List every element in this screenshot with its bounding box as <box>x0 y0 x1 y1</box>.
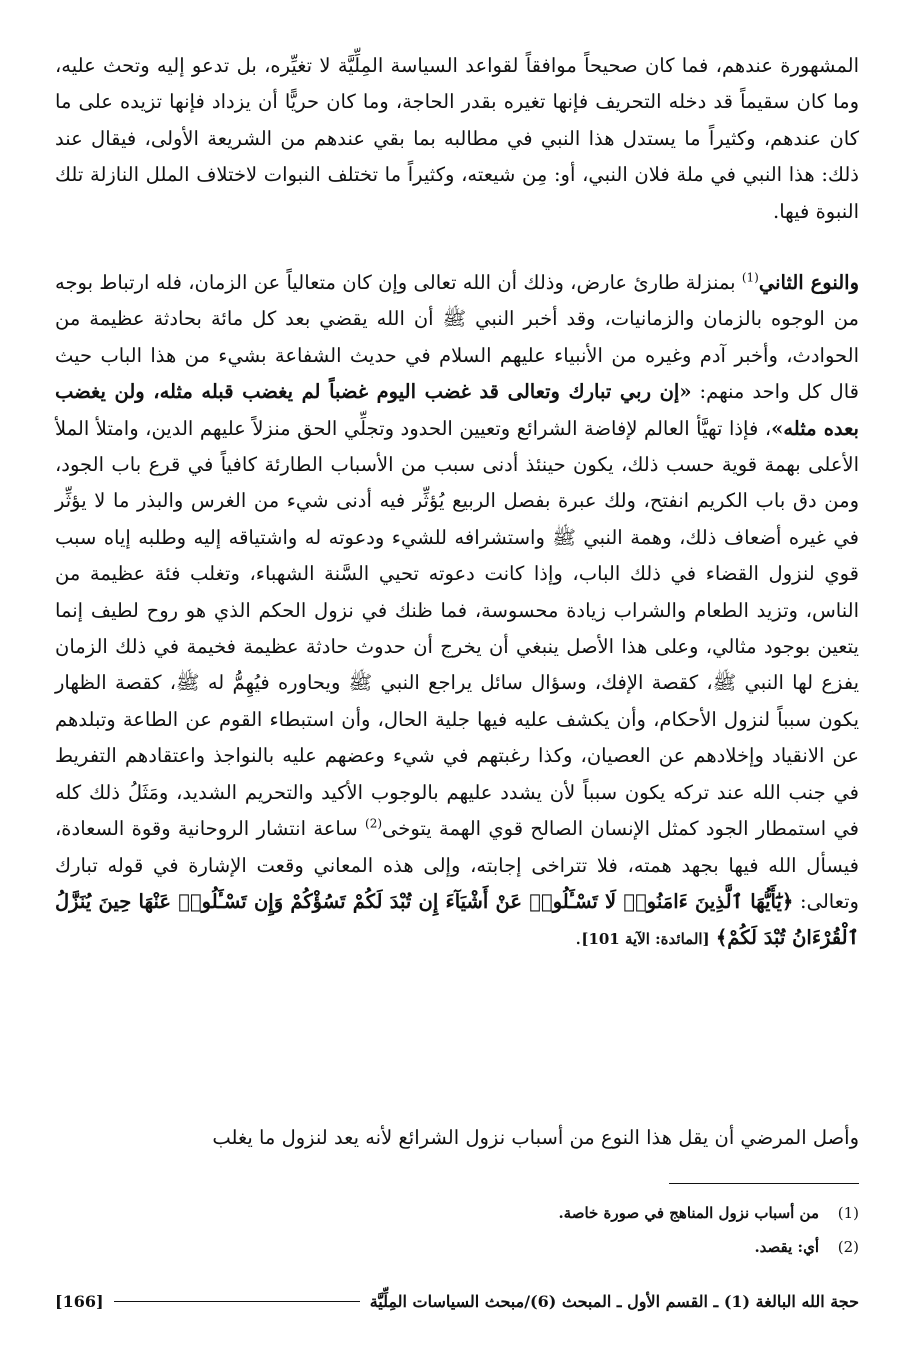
footnote-separator <box>669 1183 859 1184</box>
footnote-ref-2[interactable]: (2) <box>365 816 383 831</box>
paragraph-2-end: . <box>575 926 582 950</box>
paragraph-1: المشهورة عندهم، فما كان صحيحاً موافقاً لقواعد السياسة المِلِّيَّة لا تغيِّره، بل تدعو إليه وتحث عليه، وما كان سقيماً قد دخله التحريف فإنها تغيره بقدر الحاجة، وما كان حريًّا أن يزداد فإنها تزيده على ما كان عندهم، وكثيراً ما يستدل هذا النبي في مطالبه بما بقي عندهم من الشريعة الأولى، فيقال عند ذلك: هذا النبي في ملة فلان النبي، أو: مِن شيعته، وكثيراً ما تختلف النبوات لاختلاف الملل النازلة تلك النبوة فيها. <box>55 54 859 223</box>
running-footer <box>55 1292 859 1311</box>
paragraph-2-text-b: ، فإذا تهيَّأ العالم لإفاضة الشرائع وتعيين الحدود وتجلِّي الحق منزلاً عليهم الدين، وامتلأ الملأ الأعلى بهمة قوية حسب ذلك، يكون حينئذ أدنى سبب من الأسباب الطارئة كافياً في قرع باب الجود، ومن دق باب الكريم انفتح، ولك عبرة بفصل الربيع يُؤثِّر فيه أدنى شيء من الغرس والبذر ما لا يؤثِّر في غيره أضعاف ذلك، وهمة النبي ﷺ واستشرافه للشيء ودعوته له واشتياقه إليه وطلبه إياه سبب قوي لنزول القضاء في ذلك الباب، وإذا كانت دعوته تحيي السَّنة الشهباء، وتغلب فئة عظيمة من الناس، وتزيد الطعام والشراب زيادة محسوسة، فما ظنك في نزول الحكم الذي هو روح لطيف إنما يتعين بوجود مثالي، وعلى هذا الأصل ينبغي أن يخرج أن حدوث حادثة عظيمة فخيمة في ذلك الزمان يفزع لها النبي ﷺ، كقصة الإفك، وسؤال سائل يراجع النبي ﷺ ويحاوره فيُهِمُّ له ﷺ، كقصة الظهار يكون سبباً لنزول الأحكام، وأن يكشف عليه فيها جلية الحال، وأن استبطاء القوم عن الطاعة وتبلدهم عن الانقياد وإخلادهم عن العصيان، وكذا رغبتهم في شيء وعضهم عليه بالنواجذ واعتقادهم التفريط في جنب الله عند تركه يكون سبباً لأن يشدد عليهم بالوجوب الأكيد والتحريم الشديد، ومَثَلُ ذلك كله في استمطار الجود كمثل الإنسان الصالح قوي الهمة يتوخى <box>55 416 860 841</box>
footnote-ref-1[interactable]: (1) <box>741 270 759 285</box>
hadith-quote: «إن ربي تبارك وتعالى قد غضب اليوم غضباً لم يغضب قبله مثله، ولن يغضب بعده مثله» <box>55 380 859 440</box>
paragraph-2-text-c: ساعة انتشار الروحانية وقوة السعادة، فيسأل الله فيها بجهد همته، فلا تتراخى إجابته، وإلى هذه المعاني وقعت الإشارة في قوله تبارك وتعالى: <box>55 817 859 913</box>
footer-rule <box>114 1301 360 1302</box>
quran-verse: ﴿يَٰٓأَيُّهَا ٱلَّذِينَ ءَامَنُوا۟ لَا تَسْـَٔلُوا۟ عَنْ أَشْيَآءَ إِن تُبْدَ لَكُمْ تَسُؤْكُمْ وَإِن تَسْـَٔلُوا۟ عَنْهَا حِينَ يُنَزَّلُ ٱلْقُرْءَانُ تُبْدَ لَكُمْ﴾ <box>55 889 859 950</box>
paragraph-2-text-a: بمنزلة طارئ عارض، وذلك أن الله تعالى وإن كان متعالياً عن الزمان، فله ارتباط بوجه من الوجوه بالزمان والزمانيات، وقد أخبر النبي ﷺ أن الله يقضي بعد كل مائة بحادثة عظيمة من الحوادث، وأخبر آدم وغيره من الأنبياء عليهم السلام في حديث الشفاعة بشيء من هذا الباب حيث قال كل واحد منهم: <box>55 271 859 404</box>
paragraph-2 <box>55 265 859 958</box>
footnote-2 <box>55 1236 859 1258</box>
verse-reference: [المائدة: الآية 101] <box>581 930 710 949</box>
paragraph-3: وأصل المرضي أن يقل هذا النوع من أسباب نزول الشرائع لأنه يعد لنزول ما يغلب <box>212 1126 859 1149</box>
footnote-text: أي: يقصد. <box>754 1238 819 1256</box>
footer-title: حجة الله البالغة (1) ـ القسم الأول ـ المبحث (6)/مبحث السياسات المِلِّيَّة <box>369 1292 859 1311</box>
footnote-text: من أسباب نزول المناهج في صورة خاصة. <box>558 1204 819 1222</box>
page-number: [166] <box>55 1292 104 1311</box>
footnote-number: (2) <box>837 1238 859 1256</box>
footnote-1 <box>55 1202 859 1224</box>
footnote-number: (1) <box>837 1204 859 1222</box>
section-heading: والنوع الثاني <box>758 271 859 294</box>
